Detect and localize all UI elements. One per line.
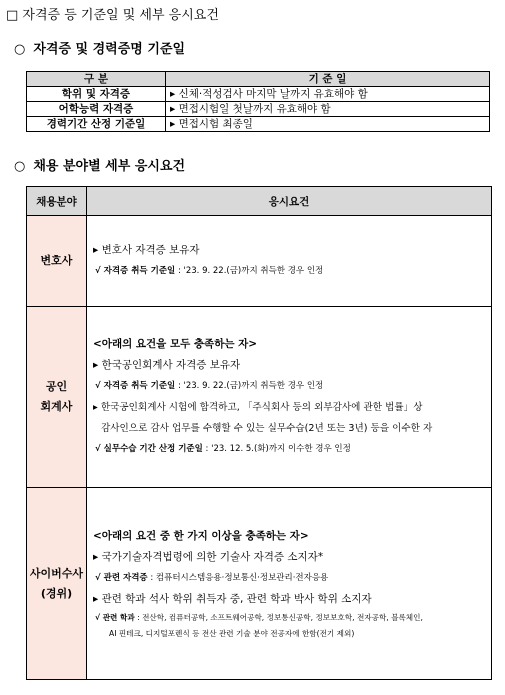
field-lawyer xyxy=(27,216,87,307)
lawyer-note-text: : '23. 9. 22.(금)까지 취득한 경우 인정 xyxy=(175,266,324,276)
page-title: □ 자격증 등 기준일 및 세부 응시요건 xyxy=(6,8,219,23)
cpa-head: <아래의 요건을 모두 충족하는 자> xyxy=(93,338,258,350)
cyber-head: <아래의 요건 중 한 가지 이상을 충족하는 자> xyxy=(93,529,309,542)
section1-heading xyxy=(14,38,185,57)
field-cyber-line-1: 사이버수사 xyxy=(29,566,84,580)
row-key: 학위 및 자격증 xyxy=(27,87,166,102)
lawyer-note-label: √ 자격증 취득 기준일 xyxy=(95,266,176,276)
section1-bullet: ○ xyxy=(14,42,26,57)
cyber-note-1 xyxy=(93,568,485,589)
requirements-cpa xyxy=(87,307,492,488)
cyber-note-2-cont: AI 핀테크, 디지털포렌식 등 전산 관련 기술 분야 전공자에 한함(전기 제외) xyxy=(109,628,355,638)
field-cpa-line-2: 회계사 xyxy=(40,400,73,413)
table-row-cpa xyxy=(27,307,492,488)
section2-bullet: ○ xyxy=(14,159,26,174)
table-row xyxy=(27,102,490,117)
lawyer-line-1: ▸ 변호사 자격증 보유자 xyxy=(93,244,200,256)
row-key: 경력기간 산정 기준일 xyxy=(27,117,166,132)
section1-heading-text: 자격증 및 경력증명 기준일 xyxy=(33,42,186,57)
cpa-line-2a: ▸ 한국공인회계사 시험에 합격하고, 「주식회사 등의 외부감사에 관한 법률」상 xyxy=(93,402,423,413)
table-header-row xyxy=(27,72,490,87)
cyber-note-2 xyxy=(93,610,485,626)
table-row-cyber xyxy=(27,488,492,680)
row-value: ▸ 신체·적성검사 마지막 날까지 유효해야 함 xyxy=(166,87,490,102)
field-cyber-line-2: (경위) xyxy=(40,586,73,600)
cpa-note-2-text: : '23. 12. 5.(화)까지 이수한 경우 인정 xyxy=(202,444,351,454)
cyber-line-2: ▸ 관련 학과 석사 학위 취득자 중, 관련 학과 박사 학위 소지자 xyxy=(93,592,372,605)
row-value: ▸ 면접시험 최종일 xyxy=(166,117,490,132)
cyber-note-2-label: √ 관련 학과 xyxy=(95,612,135,622)
cpa-note-2 xyxy=(93,439,485,460)
row-key: 어학능력 자격증 xyxy=(27,102,166,117)
table-row xyxy=(27,117,490,132)
requirements-table xyxy=(26,186,492,680)
cpa-note-2-label: √ 실무수습 기간 산정 기준일 xyxy=(95,444,203,454)
cyber-note-1-label: √ 관련 자격증 xyxy=(95,572,148,583)
cpa-note-1-label: √ 자격증 취득 기준일 xyxy=(95,381,176,391)
table-row xyxy=(27,87,490,102)
cpa-line-1: ▸ 한국공인회계사 자격증 보유자 xyxy=(93,359,241,371)
cyber-line-1: ▸ 국가기술자격법령에 의한 기술사 자격증 소지자* xyxy=(93,550,324,563)
row-value: ▸ 면접시험일 첫날까지 유효해야 함 xyxy=(166,102,490,117)
lawyer-note xyxy=(93,261,485,282)
field-cpa-line-1: 공인 xyxy=(45,380,68,393)
field-cpa xyxy=(27,307,87,488)
col-header-date: 기 준 일 xyxy=(166,72,490,87)
section2-heading-text: 채용 분야별 세부 응시요건 xyxy=(33,159,186,174)
col-header-category: 구 분 xyxy=(27,72,166,87)
cyber-note-2-text: : 전산학, 컴퓨터공학, 소프트웨어공학, 정보통신공학, 정보보호학, 전자공학, 블록체인, xyxy=(134,612,423,622)
table-header-row xyxy=(27,187,492,216)
col-header-requirements: 응시요건 xyxy=(87,187,492,216)
requirements-lawyer xyxy=(87,216,492,307)
criteria-date-table xyxy=(26,71,490,132)
col-header-field: 채용분야 xyxy=(27,187,87,216)
section2-heading xyxy=(14,155,185,174)
cyber-note-1-text: : 컴퓨터시스템응용·정보통신·정보관리·전자응용 xyxy=(147,572,329,583)
cpa-note-1-text: : '23. 9. 22.(금)까지 취득한 경우 인정 xyxy=(175,381,324,391)
field-lawyer-label: 변호사 xyxy=(40,254,73,267)
cpa-note-1 xyxy=(93,376,485,397)
field-cyber xyxy=(27,488,87,680)
requirements-cyber xyxy=(87,488,492,680)
cpa-line-2b: 감사인으로 감사 업무를 수행할 수 있는 실무수습(2년 또는 3년) 등을 이수한 자 xyxy=(101,423,433,434)
table-row-lawyer xyxy=(27,216,492,307)
